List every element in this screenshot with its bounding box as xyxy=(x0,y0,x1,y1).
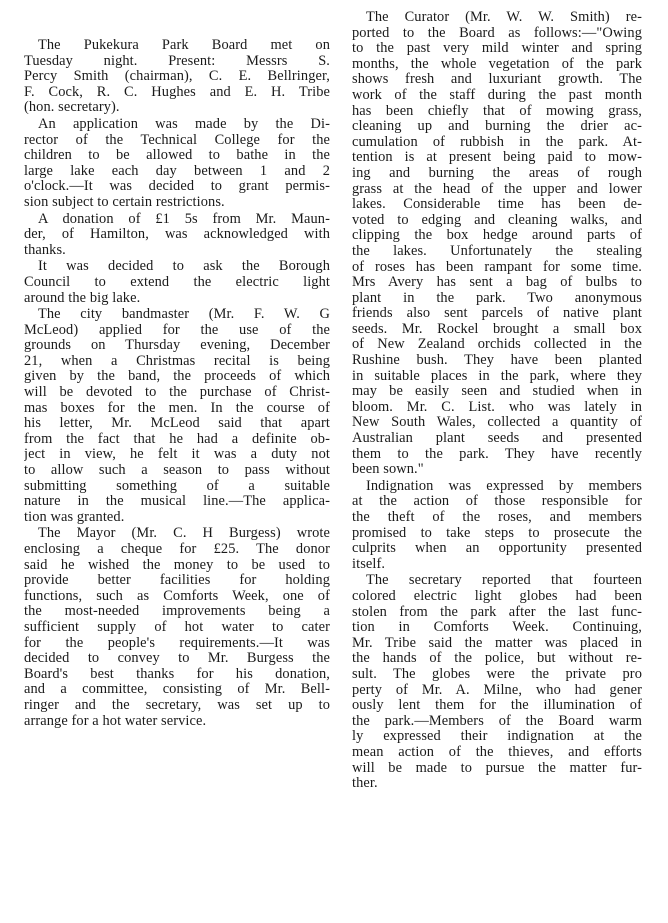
text-line: sion subject to certain restrictions. xyxy=(24,194,225,210)
article-paragraph xyxy=(352,479,642,573)
article-paragraph xyxy=(24,307,330,525)
text-line: F. Cock, R. C. Hughes and E. H. Tribe xyxy=(24,84,330,100)
article-paragraph xyxy=(24,526,330,729)
text-line: (hon. secretary). xyxy=(24,100,120,116)
text-line: and a committee, consisting of Mr. Bell- xyxy=(24,682,330,698)
text-line: provide better facilities for holding xyxy=(24,573,330,589)
text-line: children to be allowed to bathe in the xyxy=(24,148,330,164)
text-line: clipping the box hedge around parts of xyxy=(352,228,642,244)
left-column xyxy=(24,38,330,730)
article-paragraph xyxy=(24,212,330,259)
text-line: friends also sent parcels of native plant xyxy=(352,306,642,322)
text-line: the most-needed improvements being a xyxy=(24,604,330,620)
text-line: work of the staff during the past month xyxy=(352,87,642,103)
text-line: voted to edging and cleaning walks, and xyxy=(352,212,642,228)
text-line: thanks. xyxy=(24,242,66,258)
text-line: tion was granted. xyxy=(24,509,125,525)
text-line: tention is at present being paid to mow- xyxy=(352,150,642,166)
text-line: in suitable places in the park, where they xyxy=(352,368,642,384)
article-paragraph xyxy=(24,117,330,211)
text-line: his letter, Mr. McLeod said that apart xyxy=(24,416,330,432)
text-line: them to the park. They have recently xyxy=(352,446,642,462)
text-line: at the action of those responsible for xyxy=(352,494,642,510)
text-line: colored electric light globes had been xyxy=(352,588,642,604)
text-line: for the people's requirements.—It was xyxy=(24,635,330,651)
article-paragraph xyxy=(24,38,330,116)
text-line: ported to the Board as follows:—"Owing xyxy=(352,25,642,41)
text-line: given by the band, the proceeds of which xyxy=(24,369,330,385)
text-line: will be made to pursue the matter fur- xyxy=(352,760,642,776)
text-line: grass at the head of the upper and lower xyxy=(352,181,642,197)
article-paragraph xyxy=(24,259,330,306)
text-line: around the big lake. xyxy=(24,290,141,306)
text-line: nature in the musical line.—The applica- xyxy=(24,494,330,510)
text-line: der, of Hamilton, was acknowledged with xyxy=(24,227,330,243)
text-line: Rushine bush. They have been planted xyxy=(352,353,642,369)
text-line: Indignation was expressed by members xyxy=(366,478,642,494)
text-line: McLeod) applied for the use of the xyxy=(24,322,330,338)
text-line: to the past very mild winter and spring xyxy=(352,41,642,57)
text-line: The Mayor (Mr. C. H Burgess) wrote xyxy=(38,526,330,542)
text-line: perty of Mr. A. Milne, who had gener xyxy=(352,682,642,698)
text-line: culprits when an opportunity presented xyxy=(352,541,642,557)
text-line: has been chiefly that of mowing grass, xyxy=(352,103,642,119)
text-line: rector of the Technical College for the xyxy=(24,132,330,148)
text-line: enclosing a cheque for £25. The donor xyxy=(24,542,330,557)
text-line: mean action of the thieves, and efforts xyxy=(352,744,642,760)
text-line: It was decided to ask the Borough xyxy=(38,259,330,275)
article-paragraph xyxy=(352,10,642,478)
text-line: from the fact that he had a definite ob- xyxy=(24,431,330,447)
right-column xyxy=(352,10,642,793)
text-line: 21, when a Christmas recital is being xyxy=(24,353,330,369)
text-line: Mr. Tribe said the matter was placed in xyxy=(352,635,642,651)
text-line: An application was made by the Di- xyxy=(38,116,330,132)
text-line: ously lent them for the illumination of xyxy=(352,698,642,714)
text-line: seeds. Mr. Rockel brought a small box xyxy=(352,321,642,337)
text-line: functions, such as Comforts Week, one of xyxy=(24,588,330,604)
text-line: Mrs Avery has sent a bag of bulbs to xyxy=(352,275,642,291)
text-line: plant in the park. Two anonymous xyxy=(352,290,642,306)
text-line: o'clock.—It was decided to grant permis- xyxy=(24,179,330,195)
text-line: submitting something of a suitable xyxy=(24,478,330,494)
text-line: to allow such a season to pass without xyxy=(24,463,330,479)
text-line: Percy Smith (chairman), C. E. Bellringer, xyxy=(24,69,330,85)
text-line: may be easily seen and studied when in xyxy=(352,384,642,400)
text-line: Board's best thanks for his donation, xyxy=(24,666,330,682)
text-line: New South Wales, collected a quantity of xyxy=(352,415,642,431)
text-line: the park.—Members of the Board warm xyxy=(352,713,642,729)
article-paragraph xyxy=(352,573,642,791)
text-line: mas boxes for the men. In the course of xyxy=(24,400,330,416)
text-line: months, the whole vegetation of the park xyxy=(352,56,642,72)
text-line: sult. The globes were the private pro xyxy=(352,666,642,682)
text-line: promised to take steps to prosecute the xyxy=(352,525,642,541)
text-line: The secretary reported that fourteen xyxy=(366,573,642,589)
text-line: the hands of the police, but without re- xyxy=(352,651,642,667)
text-line: tion in Comforts Week. Continuing, xyxy=(352,620,642,636)
text-line: ject in view, he felt it was a duty not xyxy=(24,447,330,463)
text-line: cumulation of rubbish in the park. At- xyxy=(352,134,642,150)
text-line: Council to extend the electric light xyxy=(24,274,330,290)
text-line: the lakes. Unfortunately the stealing xyxy=(352,243,642,259)
text-line: the theft of the roses, and members xyxy=(352,510,642,525)
text-line: been sown." xyxy=(352,462,424,478)
text-line: bloom. Mr. C. List. who was lately in xyxy=(352,399,642,415)
text-line: will be devoted to the purchase of Christ- xyxy=(24,385,330,401)
text-line: stolen from the park after the last func- xyxy=(352,604,642,620)
text-line: The Curator (Mr. W. W. Smith) re- xyxy=(366,10,642,25)
text-line: Tuesday night. Present: Messrs S. xyxy=(24,53,330,69)
text-line: ing and burning the areas of rough xyxy=(352,165,642,181)
text-line: of New Zealand orchids collected in the xyxy=(352,337,642,353)
text-line: said he wished the money to be used to xyxy=(24,557,330,573)
text-line: Australian plant seeds and presented xyxy=(352,431,642,447)
text-line: cleaning up and burning the drier ac- xyxy=(352,119,642,135)
text-line: shows fresh and luxuriant growth. The xyxy=(352,72,642,88)
text-line: lakes. Considerable time has been de- xyxy=(352,197,642,213)
text-line: A donation of £1 5s from Mr. Maun- xyxy=(38,211,330,227)
text-line: itself. xyxy=(352,556,386,572)
text-line: The Pukekura Park Board met on xyxy=(38,38,330,53)
text-line: decided to convey to Mr. Burgess the xyxy=(24,651,330,667)
text-line: arrange for a hot water service. xyxy=(24,713,207,729)
text-line: large lake each day between 1 and 2 xyxy=(24,163,330,179)
text-line: ringer and the secretary, was set up to xyxy=(24,697,330,713)
text-line: grounds on Thursday evening, December xyxy=(24,338,330,354)
text-line: ther. xyxy=(352,776,378,792)
text-line: ly expressed their indignation at the xyxy=(352,729,642,745)
text-line: of roses has been rampant for some time. xyxy=(352,259,642,275)
text-line: The city bandmaster (Mr. F. W. G xyxy=(38,307,330,323)
text-line: sufficient supply of hot water to cater xyxy=(24,619,330,635)
